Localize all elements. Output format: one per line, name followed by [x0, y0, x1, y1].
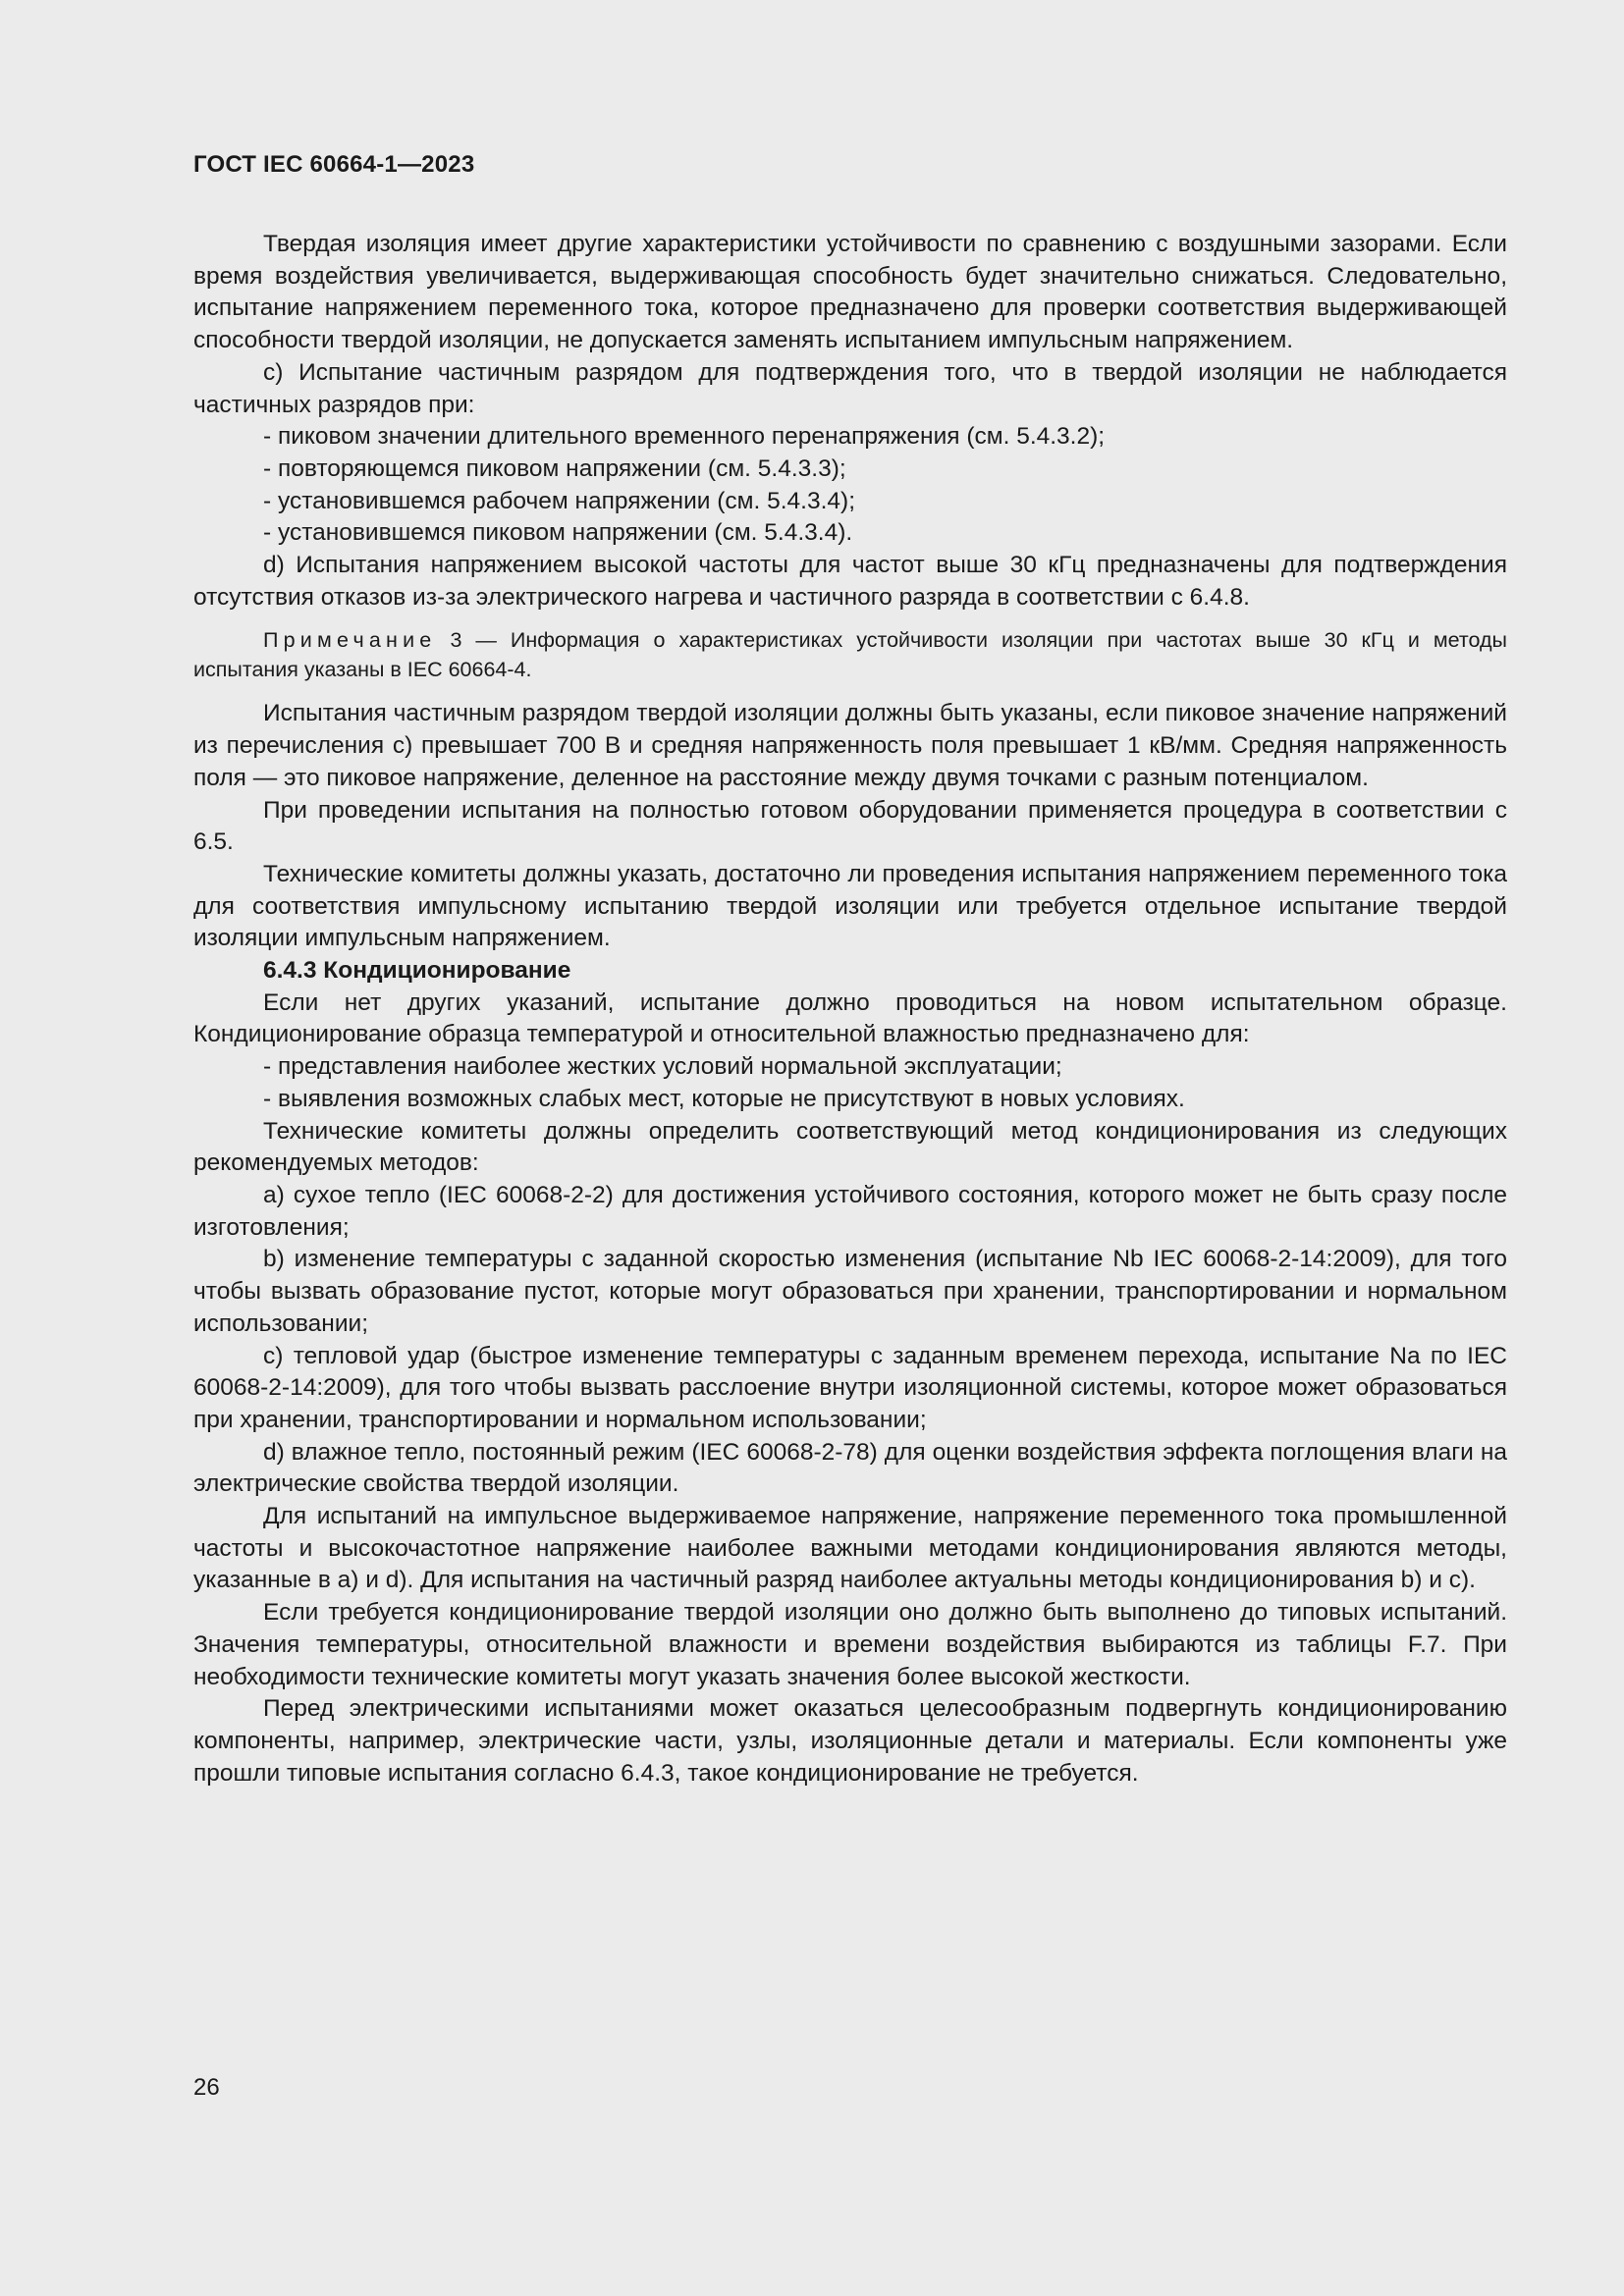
list-item: - повторяющемся пиковом напряжении (см. 5.4.3.3);	[263, 454, 846, 482]
paragraph: При проведении испытания на полностью готовом оборудовании применяется процедура в соответствии с 6.5.	[193, 796, 1507, 856]
paragraph: Если требуется кондиционирование твердой изоляции оно должно быть выполнено до типовых испытаний. Значения температуры, относительной влажности и времени воздействия выбираются из таблицы F.7. При необходимости технические комитеты могут указать значения более высокой жесткости.	[193, 1599, 1507, 1690]
paragraph: Испытания частичным разрядом твердой изоляции должны быть указаны, если пиковое значение напряжений из перечисления c) превышает 700 В и средняя напряженность поля превышает 1 кВ/мм. Средняя напряженность поля — это пиковое напряжение, деленное на расстояние между двумя точками с разным потенциалом.	[193, 700, 1507, 791]
list-item: - установившемся рабочем напряжении (см. 5.4.3.4);	[263, 487, 856, 514]
list-item: - представления наиболее жестких условий нормальной эксплуатации;	[263, 1053, 1062, 1081]
paragraph: a) сухое тепло (IEC 60068-2-2) для достижения устойчивого состояния, которого может не быть сразу после изготовления;	[193, 1181, 1507, 1241]
list-item: - выявления возможных слабых мест, которые не присутствуют в новых условиях.	[263, 1085, 1185, 1112]
document-code-header: ГОСТ IEC 60664-1—2023	[193, 151, 475, 178]
paragraph: Перед электрическими испытаниями может оказаться целесообразным подвергнуть кондиционированию компоненты, например, электрические части, узлы, изоляционные детали и материалы. Если компоненты уже прошли типовые испытания согласно 6.4.3, такое кондиционирование не требуется.	[193, 1695, 1507, 1787]
note-text: 3 — Информация о характеристиках устойчивости изоляции при частотах выше 30 кГц и методы испытания указаны в IEC 60664-4.	[193, 628, 1507, 682]
paragraph: Технические комитеты должны указать, достаточно ли проведения испытания напряжением переменного тока для соответствия импульсному испытанию твердой изоляции или требуется отдельное испытание твердой изоляции импульсным напряжением.	[193, 860, 1507, 952]
list-item: - пиковом значении длительного временного перенапряжения (см. 5.4.3.2);	[263, 423, 1106, 451]
paragraph: d) влажное тепло, постоянный режим (IEC 60068-2-78) для оценки воздействия эффекта поглощения влаги на электрические свойства твердой изоляции.	[193, 1438, 1507, 1498]
paragraph: d) Испытания напряжением высокой частоты для частот выше 30 кГц предназначены для подтверждения отсутствия отказов из-за электрического нагрева и частичного разряда в соответствии с 6.4.8.	[193, 552, 1507, 611]
page-number: 26	[193, 2074, 220, 2101]
paragraph: Если нет других указаний, испытание должно проводиться на новом испытательном образце. Кондиционирование образца температурой и относительной влажностью предназначено для:	[193, 988, 1507, 1048]
section-heading: 6.4.3 Кондиционирование	[263, 957, 571, 985]
paragraph: Твердая изоляция имеет другие характеристики устойчивости по сравнению с воздушными зазорами. Если время воздействия увеличивается, выдерживающая способность будет значительно снижаться. Следовательно, испытание напряжением переменного тока, которое предназначено для проверки соответствия выдерживающей способности твердой изоляции, не допускается заменять испытанием импульсным напряжением.	[193, 231, 1507, 354]
paragraph: c) Испытание частичным разрядом для подтверждения того, что в твердой изоляции не наблюдается частичных разрядов при:	[193, 358, 1507, 418]
paragraph: b) изменение температуры с заданной скоростью изменения (испытание Nb IEC 60068-2-14:2009), для того чтобы вызвать образование пустот, которые могут образоваться при хранении, транспортировании и нормальном использовании;	[193, 1246, 1507, 1337]
paragraph: Для испытаний на импульсное выдерживаемое напряжение, напряжение переменного тока промышленной частоты и высокочастотное напряжение наиболее важными методами кондиционирования являются методы, указанные в a) и d). Для испытания на частичный разряд наиболее актуальны методы кондиционирования b) и c).	[193, 1503, 1507, 1594]
paragraph: c) тепловой удар (быстрое изменение температуры с заданным временем перехода, испытание Na по IEC 60068-2-14:2009), для того чтобы вызвать расслоение внутри изоляционной системы, которое может образоваться при хранении, транспортировании и нормальном использовании;	[193, 1342, 1507, 1433]
note-label: Примечание	[263, 628, 437, 653]
list-item: - установившемся пиковом напряжении (см. 5.4.3.4).	[263, 519, 853, 547]
document-body	[193, 229, 1507, 1789]
paragraph: Технические комитеты должны определить соответствующий метод кондиционирования из следующих рекомендуемых методов:	[193, 1117, 1507, 1177]
note	[193, 625, 1507, 684]
